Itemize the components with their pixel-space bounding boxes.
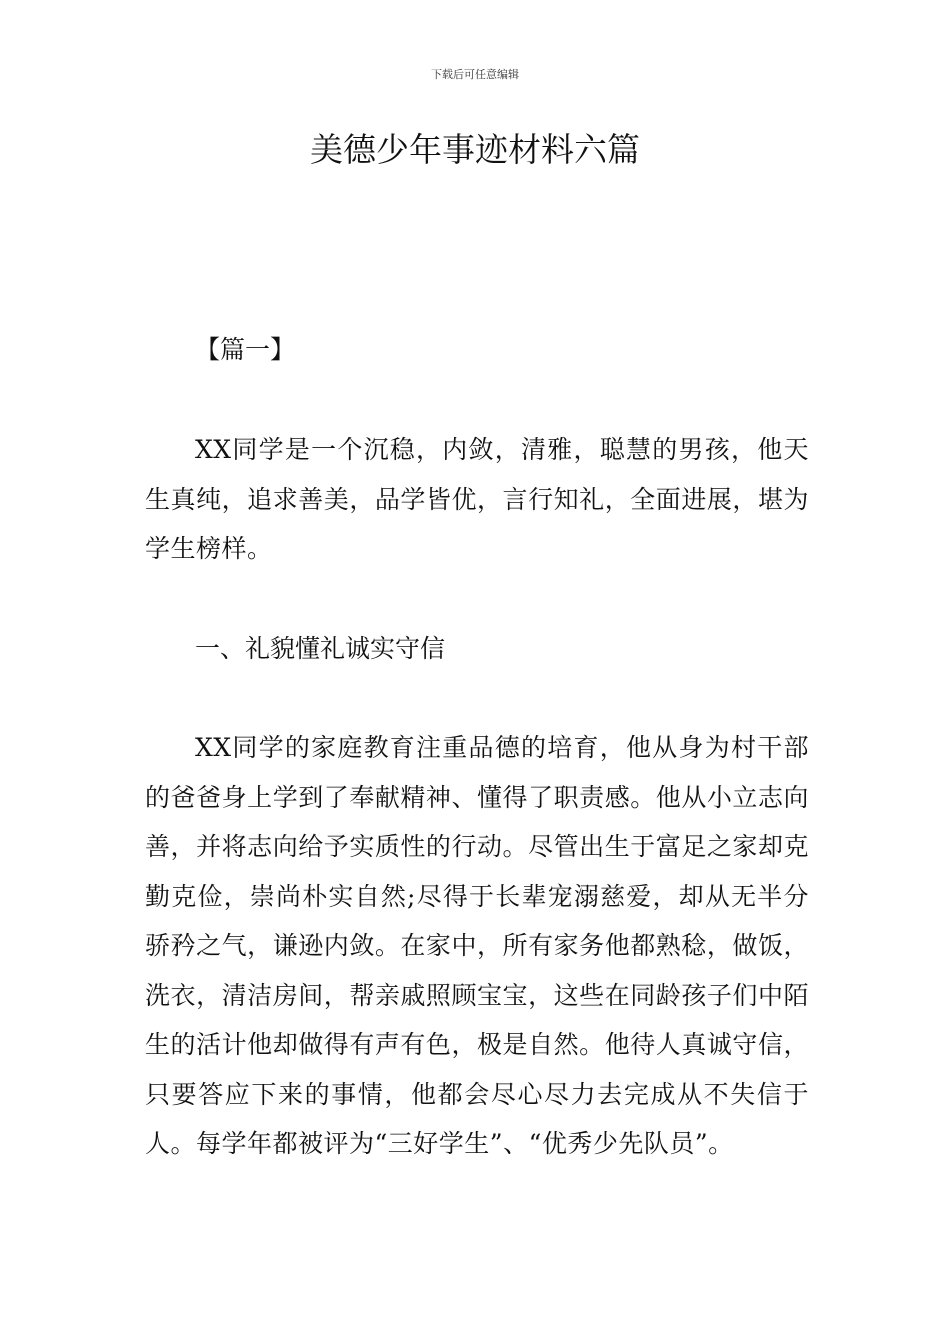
section-label: 【篇一】	[195, 335, 296, 364]
intro-paragraph: XX同学是一个沉稳，内敛，清雅，聪慧的男孩，他天生真纯，追求善美，品学皆优，言行知礼，全面进展，堪为学生榜样。	[145, 435, 809, 563]
body-paragraph: XX同学的家庭教育注重品德的培育，他从身为村干部的爸爸身上学到了奉献精神、懂得了职责感。他从小立志向善，并将志向给予实质性的行动。尽管出生于富足之家却克勤克俭，崇尚朴实自然;尽得于长辈宠溺慈爱，却从无半分骄矜之气，谦逊内敛。在家中，所有家务他都熟稔，做饭，洗衣，清洁房间，帮亲戚照顾宝宝，这些在同龄孩子们中陌生的活计他却做得有声有色，极是自然。他待人真诚守信，只要答应下来的事情，他都会尽心尽力去完成从不失信于人。每学年都被评为“三好学生”、“优秀少先队员”。	[145, 733, 809, 1158]
body-paragraph-block	[145, 723, 809, 1169]
subheading-courtesy-honesty: 一、礼貌懂礼诚实守信	[195, 634, 446, 663]
header-note: 下载后可任意编辑	[431, 68, 519, 81]
intro-paragraph-block	[145, 425, 809, 574]
document-title: 美德少年事迹材料六篇	[310, 130, 640, 169]
